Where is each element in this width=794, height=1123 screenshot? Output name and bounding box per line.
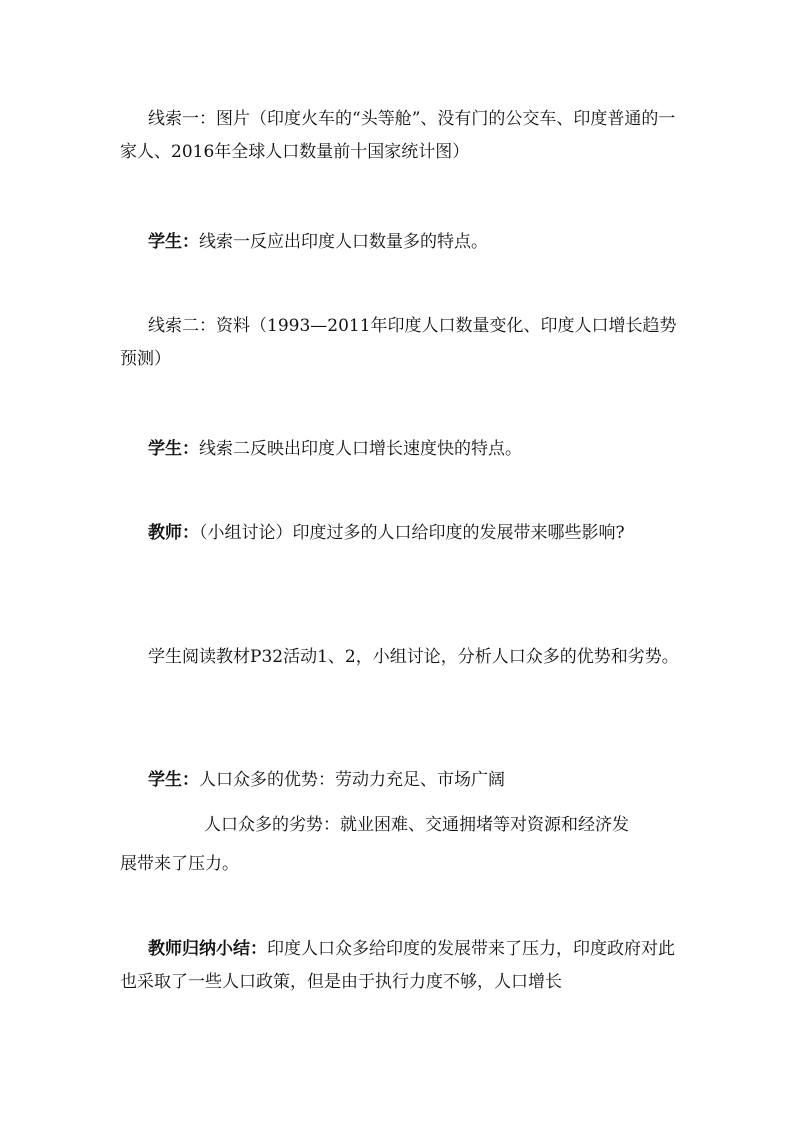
clue-2-text: 线索二：资料（1993—2011年印度人口数量变化、印度人口增长趋势预测） xyxy=(120,316,677,369)
teacher-1-label: 教师： xyxy=(148,523,199,543)
paragraph-clue-2 xyxy=(120,310,680,376)
clue-1-text: 线索一：图片（印度火车的“头等舱”、没有门的公交车、印度普通的一家人、2016年全球人口数量前十国家统计图） xyxy=(120,109,676,162)
paragraph-student-1 xyxy=(120,226,680,259)
summary-label: 教师归纳小结： xyxy=(148,939,267,959)
reading-text: 学生阅读教材P32活动1、2，小组讨论，分析人口众多的优势和劣势。 xyxy=(148,647,679,667)
student-3-disadvantage-line-2: 展带来了压力。 xyxy=(120,854,239,874)
student-3-disadvantage-line-1: 人口众多的劣势：就业困难、交通拥堵等对资源和经济发 xyxy=(204,815,629,835)
student-3-label: 学生： xyxy=(148,770,199,790)
summary-text: 印度人口众多给印度的发展带来了压力，印度政府对此也采取了一些人口政策，但是由于执行力度不够，人口增长 xyxy=(120,939,675,992)
student-2-label: 学生： xyxy=(148,439,199,459)
paragraph-summary xyxy=(120,933,680,999)
student-1-label: 学生： xyxy=(148,232,199,252)
paragraph-clue-1 xyxy=(120,103,680,169)
student-1-text: 线索一反应出印度人口数量多的特点。 xyxy=(199,232,488,252)
student-2-text: 线索二反映出印度人口增长速度快的特点。 xyxy=(199,439,522,459)
teacher-1-text: （小组讨论）印度过多的人口给印度的发展带来哪些影响? xyxy=(199,523,625,543)
paragraph-student-3 xyxy=(120,764,680,797)
paragraph-teacher-1 xyxy=(120,517,680,550)
student-3-text: 人口众多的优势：劳动力充足、市场广阔 xyxy=(199,770,505,790)
paragraph-student-2 xyxy=(120,433,680,466)
paragraph-reading xyxy=(120,641,680,674)
